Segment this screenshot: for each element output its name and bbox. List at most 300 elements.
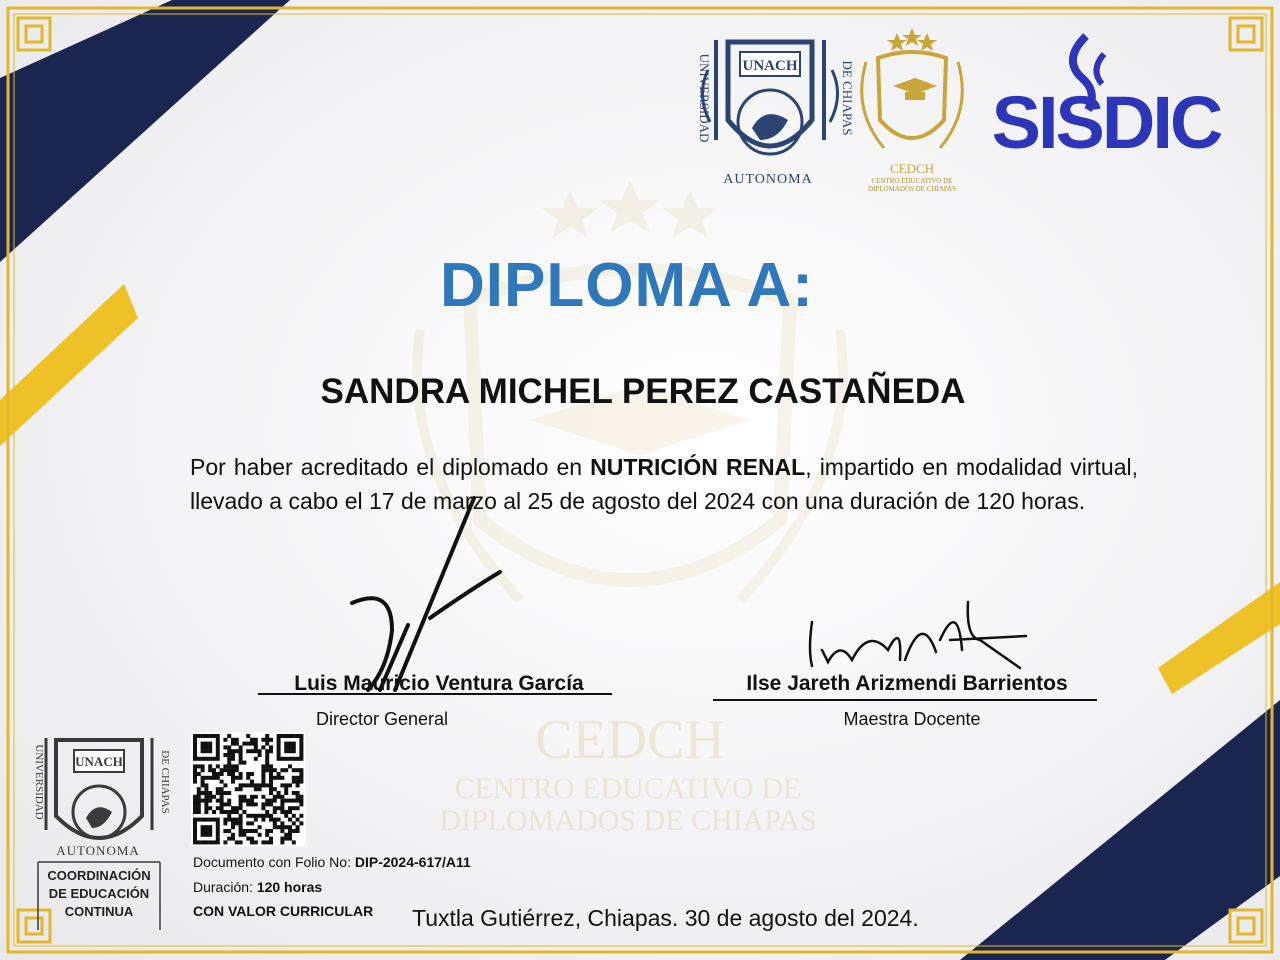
qr-module [280, 734, 284, 738]
cedch-logo-line1: CENTRO EDUCATIVO DE [871, 177, 953, 185]
qr-module [284, 799, 288, 803]
qr-module [296, 780, 300, 784]
qr-module [239, 772, 243, 776]
qr-module [288, 734, 292, 738]
qr-module [261, 840, 265, 844]
qr-module [231, 768, 235, 772]
qr-module [197, 802, 201, 806]
qr-module [212, 795, 216, 799]
qr-module [299, 821, 303, 825]
qr-module [193, 780, 197, 784]
qr-module [269, 829, 273, 833]
qr-module [299, 742, 303, 746]
qr-module [269, 780, 273, 784]
qr-module [246, 837, 250, 841]
qr-module [288, 764, 292, 768]
qr-module [193, 821, 197, 825]
qr-module [292, 840, 296, 844]
qr-module [227, 802, 231, 806]
qr-module [280, 799, 284, 803]
qr-module [299, 795, 303, 799]
qr-module [208, 840, 212, 844]
qr-module [250, 821, 254, 825]
qr-module [265, 757, 269, 761]
qr-module [265, 742, 269, 746]
qr-module [246, 734, 250, 738]
qr-module [220, 772, 224, 776]
qr-module [292, 745, 296, 749]
qr-module [227, 772, 231, 776]
qr-module [231, 742, 235, 746]
qr-module [273, 825, 277, 829]
course-name: NUTRICIÓN RENAL [590, 454, 806, 480]
qr-module [239, 833, 243, 837]
qr-module [292, 734, 296, 738]
qr-module [269, 791, 273, 795]
qr-module [284, 810, 288, 814]
qr-module [277, 795, 281, 799]
qr-module [204, 776, 208, 780]
qr-module [254, 742, 258, 746]
qr-module [269, 745, 273, 749]
qr-module [265, 814, 269, 818]
qr-module [212, 734, 216, 738]
qr-module [265, 802, 269, 806]
qr-module [261, 818, 265, 822]
qr-module [299, 749, 303, 753]
qr-module [296, 795, 300, 799]
coordination-bottom-text: AUTONOMA [56, 843, 140, 858]
qr-module [242, 833, 246, 837]
qr-module [212, 772, 216, 776]
qr-module [204, 749, 208, 753]
qr-module [201, 749, 205, 753]
qr-module [208, 749, 212, 753]
qr-module [235, 810, 239, 814]
qr-module [235, 749, 239, 753]
qr-module [299, 772, 303, 776]
qr-module [269, 818, 273, 822]
qr-module [254, 818, 258, 822]
qr-module [223, 783, 227, 787]
qr-module [193, 776, 197, 780]
qr-module [292, 749, 296, 753]
qr-module [261, 745, 265, 749]
qr-module [277, 753, 281, 757]
qr-module [292, 799, 296, 803]
qr-module [208, 776, 212, 780]
qr-module [197, 734, 201, 738]
signatory-1-name: Luis Mauricio Ventura García [294, 672, 584, 695]
qr-module [277, 806, 281, 810]
qr-module [235, 738, 239, 742]
qr-module [223, 753, 227, 757]
qr-module [299, 768, 303, 772]
qr-module [208, 791, 212, 795]
qr-module [280, 837, 284, 841]
qr-module [239, 818, 243, 822]
qr-module [231, 772, 235, 776]
qr-module [231, 749, 235, 753]
qr-module [220, 780, 224, 784]
qr-module [250, 749, 254, 753]
qr-module [239, 795, 243, 799]
qr-module [204, 795, 208, 799]
qr-module [269, 783, 273, 787]
qr-module [288, 745, 292, 749]
qr-module [239, 761, 243, 765]
qr-module [231, 757, 235, 761]
qr-module [273, 799, 277, 803]
qr-module [250, 742, 254, 746]
qr-module [265, 810, 269, 814]
qr-module [280, 825, 284, 829]
qr-module [250, 783, 254, 787]
qr-module [201, 825, 205, 829]
qr-module [193, 837, 197, 841]
qr-module [265, 799, 269, 803]
qr-module [254, 829, 258, 833]
qr-module [299, 802, 303, 806]
qr-module [193, 806, 197, 810]
qr-module [197, 806, 201, 810]
qr-module [204, 787, 208, 791]
qr-module [204, 742, 208, 746]
qr-module [280, 757, 284, 761]
qr-module [223, 745, 227, 749]
qr-module [265, 749, 269, 753]
coordination-line3: CONTINUA [64, 904, 134, 919]
unach-left-text: UNIVERSIDAD [697, 53, 712, 143]
qr-module [223, 810, 227, 814]
signature-2 [810, 602, 1026, 668]
qr-module [193, 795, 197, 799]
qr-module [242, 783, 246, 787]
qr-module [288, 825, 292, 829]
qr-module [258, 814, 262, 818]
qr-module [277, 738, 281, 742]
qr-module [231, 821, 235, 825]
qr-module [208, 818, 212, 822]
qr-module [193, 749, 197, 753]
qr-module [208, 829, 212, 833]
qr-module [261, 764, 265, 768]
qr-module [284, 783, 288, 787]
qr-module [231, 780, 235, 784]
qr-module [223, 791, 227, 795]
qr-module [239, 806, 243, 810]
qr-module [296, 776, 300, 780]
watermark-name: CEDCH [535, 709, 725, 771]
qr-module [254, 738, 258, 742]
qr-module [204, 810, 208, 814]
qr-module [204, 829, 208, 833]
qr-module [288, 757, 292, 761]
qr-module [220, 799, 224, 803]
qr-module [201, 776, 205, 780]
qr-module [284, 745, 288, 749]
qr-module [273, 776, 277, 780]
qr-module [273, 821, 277, 825]
signatory-2-role: Maestra Docente [843, 709, 981, 729]
qr-module [254, 840, 258, 844]
qr-module [239, 787, 243, 791]
watermark-line2: DIPLOMADOS DE CHIAPAS [439, 804, 817, 837]
qr-module [254, 783, 258, 787]
duration-label: Duración: [193, 879, 257, 895]
qr-module [280, 840, 284, 844]
qr-module [201, 764, 205, 768]
qr-module [216, 840, 220, 844]
qr-module [208, 833, 212, 837]
qr-module [220, 795, 224, 799]
qr-module [193, 825, 197, 829]
qr-module [201, 742, 205, 746]
qr-module [261, 795, 265, 799]
qr-module [280, 783, 284, 787]
qr-module [288, 833, 292, 837]
qr-module [296, 791, 300, 795]
folio-line [193, 854, 471, 870]
qr-module [299, 753, 303, 757]
qr-module [216, 745, 220, 749]
folio-value: DIP-2024-617/A11 [354, 854, 471, 870]
qr-module [204, 818, 208, 822]
qr-module [250, 795, 254, 799]
qr-module [277, 742, 281, 746]
qr-module [231, 825, 235, 829]
unach-right-text: DE CHIAPAS [840, 60, 855, 136]
qr-module [204, 799, 208, 803]
qr-module [201, 818, 205, 822]
qr-module [292, 829, 296, 833]
qr-module [208, 745, 212, 749]
qr-module [193, 764, 197, 768]
sisdic-text: SISDIC [991, 81, 1221, 164]
qr-module [261, 780, 265, 784]
qr-module [261, 772, 265, 776]
qr-module [235, 821, 239, 825]
qr-module [193, 802, 197, 806]
qr-module [288, 829, 292, 833]
qr-module [201, 791, 205, 795]
qr-module [223, 829, 227, 833]
qr-module [277, 734, 281, 738]
qr-module [204, 802, 208, 806]
curricular-value: CON VALOR CURRICULAR [193, 903, 374, 919]
qr-module [261, 768, 265, 772]
qr-module [246, 783, 250, 787]
qr-module [223, 768, 227, 772]
qr-module [220, 806, 224, 810]
qr-module [220, 802, 224, 806]
qr-module [269, 768, 273, 772]
qr-module [265, 833, 269, 837]
qr-module [223, 764, 227, 768]
qr-module [250, 840, 254, 844]
qr-module [261, 738, 265, 742]
qr-module [273, 768, 277, 772]
qr-module [288, 818, 292, 822]
qr-module [254, 757, 258, 761]
qr-module [292, 742, 296, 746]
qr-module [254, 745, 258, 749]
qr-module [235, 776, 239, 780]
qr-module [299, 757, 303, 761]
cedch-logo [862, 28, 963, 193]
qr-module [193, 745, 197, 749]
qr-module [250, 780, 254, 784]
qr-module [197, 772, 201, 776]
unach-coordination-logo [33, 738, 171, 930]
qr-module [227, 764, 231, 768]
qr-module [242, 810, 246, 814]
unach-logo [697, 40, 855, 187]
qr-module [284, 768, 288, 772]
qr-module [258, 749, 262, 753]
qr-module [216, 776, 220, 780]
qr-module [208, 825, 212, 829]
qr-module [296, 783, 300, 787]
qr-module [197, 810, 201, 814]
qr-module [277, 772, 281, 776]
qr-module [273, 795, 277, 799]
qr-module [250, 799, 254, 803]
qr-module [201, 833, 205, 837]
qr-module [239, 799, 243, 803]
qr-module [239, 802, 243, 806]
qr-module [193, 738, 197, 742]
qr-module [269, 772, 273, 776]
qr-module [269, 814, 273, 818]
qr-module [231, 810, 235, 814]
qr-module [193, 753, 197, 757]
place-date: Tuxtla Gutiérrez, Chiapas. 30 de agosto del 2024. [412, 905, 919, 931]
qr-module [197, 791, 201, 795]
qr-module [216, 764, 220, 768]
qr-module [231, 806, 235, 810]
cedch-logo-name: CEDCH [889, 161, 935, 176]
qr-module [273, 787, 277, 791]
qr-module [242, 799, 246, 803]
qr-module [265, 768, 269, 772]
qr-module [261, 776, 265, 780]
qr-module [292, 806, 296, 810]
qr-module [216, 837, 220, 841]
qr-module [216, 829, 220, 833]
qr-module [288, 742, 292, 746]
qr-module [258, 787, 262, 791]
qr-module [227, 799, 231, 803]
qr-module [216, 821, 220, 825]
diploma-title: DIPLOMA A: [440, 251, 814, 320]
qr-module [246, 772, 250, 776]
qr-module [220, 768, 224, 772]
qr-module [239, 745, 243, 749]
qr-module [250, 829, 254, 833]
qr-module [220, 810, 224, 814]
qr-module [201, 745, 205, 749]
qr-module [193, 829, 197, 833]
qr-module [193, 840, 197, 844]
qr-module [250, 814, 254, 818]
qr-module [277, 757, 281, 761]
qr-module [220, 787, 224, 791]
qr-module [277, 749, 281, 753]
qr-module [277, 825, 281, 829]
qr-module [280, 795, 284, 799]
qr-module [227, 734, 231, 738]
recipient-name: SANDRA MICHEL PEREZ CASTAÑEDA [320, 372, 966, 411]
qr-module [216, 818, 220, 822]
body-text-before: Por haber acreditado el diplomado en [190, 454, 591, 480]
qr-module [201, 799, 205, 803]
qr-module [201, 757, 205, 761]
qr-module [246, 749, 250, 753]
qr-module [235, 840, 239, 844]
qr-module [258, 833, 262, 837]
qr-module [204, 745, 208, 749]
qr-module [296, 806, 300, 810]
qr-module [239, 825, 243, 829]
qr-module [204, 734, 208, 738]
qr-module [201, 829, 205, 833]
qr-module [201, 840, 205, 844]
qr-module [246, 829, 250, 833]
qr-module [269, 749, 273, 753]
unach-bottom-text: AUTONOMA [723, 172, 813, 187]
qr-module [204, 825, 208, 829]
qr-module [239, 776, 243, 780]
duration-value: 120 horas [256, 879, 323, 895]
qr-module [284, 791, 288, 795]
qr-module [288, 810, 292, 814]
qr-module [212, 757, 216, 761]
qr-module [208, 799, 212, 803]
qr-module [216, 734, 220, 738]
qr-module [216, 825, 220, 829]
qr-module [261, 802, 265, 806]
signatory-1-role: Director General [315, 709, 449, 729]
qr-module [223, 818, 227, 822]
qr-module [299, 745, 303, 749]
qr-code [191, 732, 305, 846]
qr-module [250, 738, 254, 742]
qr-module [246, 799, 250, 803]
sisdic-logo [992, 36, 1222, 164]
qr-module [231, 764, 235, 768]
qr-module [235, 742, 239, 746]
qr-module [223, 821, 227, 825]
cedch-logo-line2: DIPLOMADOS DE CHIAPAS [867, 185, 957, 193]
qr-module [227, 837, 231, 841]
qr-module [296, 818, 300, 822]
qr-module [292, 776, 296, 780]
qr-module [246, 821, 250, 825]
qr-module [299, 814, 303, 818]
qr-module [280, 802, 284, 806]
qr-module [231, 753, 235, 757]
qr-module [265, 840, 269, 844]
qr-module [296, 768, 300, 772]
qr-module [231, 738, 235, 742]
qr-module [208, 742, 212, 746]
coordination-right-text: DE CHIAPAS [159, 750, 171, 814]
qr-module [216, 757, 220, 761]
qr-module [239, 840, 243, 844]
qr-module [284, 757, 288, 761]
qr-module [269, 802, 273, 806]
